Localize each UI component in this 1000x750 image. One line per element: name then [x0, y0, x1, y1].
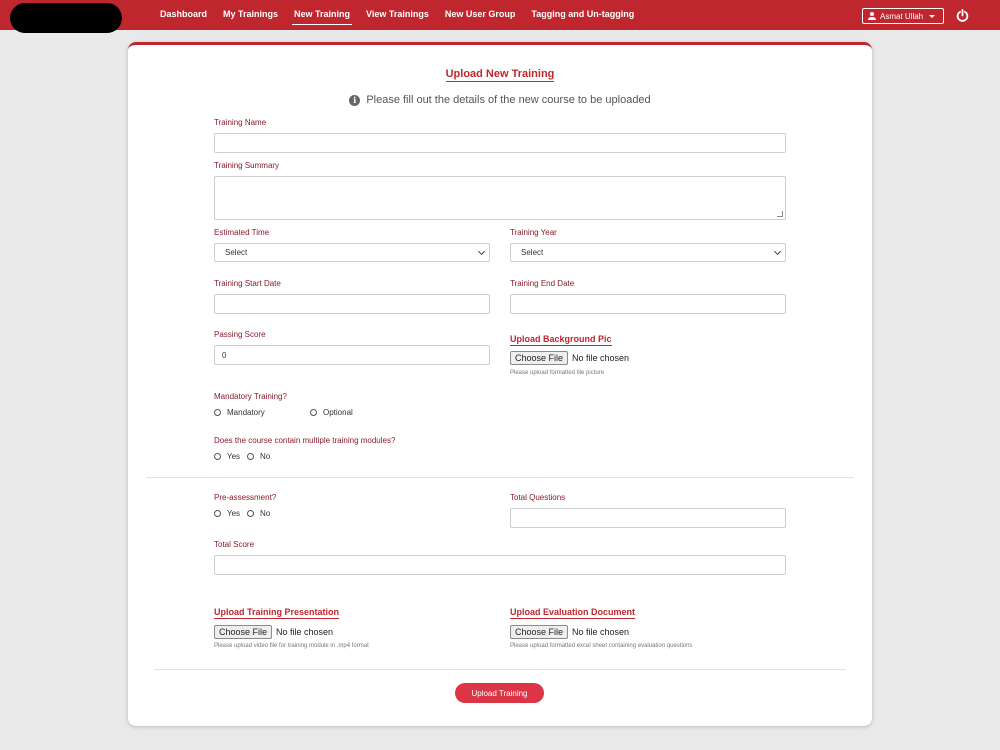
- multiple-modules-label: Does the course contain multiple training modules?: [214, 436, 396, 445]
- end-date-input[interactable]: [510, 294, 786, 314]
- caret-down-icon: [929, 15, 935, 18]
- estimated-time-label: Estimated Time: [214, 228, 270, 237]
- radio-circle-icon[interactable]: [247, 453, 254, 460]
- form-title: Upload New Training: [445, 68, 555, 80]
- upload-training-button[interactable]: Upload Training: [455, 683, 544, 703]
- preassessment-no-radio[interactable]: No: [247, 509, 270, 518]
- main-nav: [152, 0, 642, 30]
- preassessment-yes-radio[interactable]: Yes: [214, 509, 240, 518]
- nav-new-user-group[interactable]: New User Group: [444, 9, 516, 19]
- radio-circle-icon[interactable]: [214, 453, 221, 460]
- evaluation-choose-file-button[interactable]: Choose File: [510, 625, 568, 639]
- logo[interactable]: [10, 3, 122, 33]
- background-pic-file-input: [510, 351, 629, 365]
- training-name-input[interactable]: [214, 133, 786, 153]
- nav-dashboard[interactable]: Dashboard: [160, 9, 208, 19]
- modules-yes-radio[interactable]: Yes: [214, 452, 240, 461]
- evaluation-file-input: [510, 625, 629, 639]
- training-year-label: Training Year: [510, 228, 557, 237]
- section-divider: [146, 477, 854, 478]
- training-summary-textarea[interactable]: [214, 176, 786, 220]
- presentation-heading: Upload Training Presentation: [214, 607, 340, 617]
- total-score-input[interactable]: [214, 555, 786, 575]
- optional-radio[interactable]: Optional: [310, 408, 353, 417]
- training-summary-label: Training Summary: [214, 161, 280, 170]
- top-navbar: [0, 0, 1000, 30]
- mandatory-radio[interactable]: Mandatory: [214, 408, 265, 417]
- user-menu-button[interactable]: [862, 8, 944, 24]
- resize-handle-icon[interactable]: [777, 211, 783, 217]
- presentation-file-status: No file chosen: [276, 627, 334, 637]
- user-name: Asmat Ullah: [880, 11, 924, 21]
- passing-score-input[interactable]: 0: [214, 345, 490, 365]
- modules-no-radio[interactable]: No: [247, 452, 270, 461]
- mandatory-training-label: Mandatory Training?: [214, 392, 287, 401]
- radio-circle-icon[interactable]: [310, 409, 317, 416]
- power-icon[interactable]: [956, 9, 969, 22]
- training-name-label: Training Name: [214, 118, 267, 127]
- total-score-label: Total Score: [214, 540, 255, 549]
- total-questions-input[interactable]: [510, 508, 786, 528]
- nav-tagging[interactable]: Tagging and Un-tagging: [531, 9, 635, 19]
- training-year-select[interactable]: Select: [510, 243, 786, 262]
- end-date-label: Training End Date: [510, 279, 575, 288]
- evaluation-heading: Upload Evaluation Document: [510, 607, 636, 617]
- form-subtitle: i Please fill out the details of the new course to be uploaded: [128, 94, 872, 106]
- presentation-hint: Please upload video file for training module in .mp4 format: [214, 643, 369, 649]
- background-pic-choose-file-button[interactable]: Choose File: [510, 351, 568, 365]
- user-icon: [868, 12, 876, 20]
- presentation-choose-file-button[interactable]: Choose File: [214, 625, 272, 639]
- presentation-file-input: [214, 625, 333, 639]
- background-pic-hint: Please upload formatted tile picture: [510, 370, 605, 376]
- nav-new-training[interactable]: New Training: [286, 0, 358, 30]
- total-questions-label: Total Questions: [510, 493, 566, 502]
- nav-my-trainings[interactable]: My Trainings: [223, 9, 279, 19]
- start-date-label: Training Start Date: [214, 279, 281, 288]
- passing-score-label: Passing Score: [214, 330, 266, 339]
- background-pic-heading: Upload Background Pic: [510, 334, 612, 344]
- chevron-down-icon: [478, 247, 485, 254]
- background-pic-file-status: No file chosen: [572, 353, 630, 363]
- evaluation-hint: Please upload formatted excel sheet containing evaluation questions: [510, 643, 693, 649]
- estimated-time-select[interactable]: Select: [214, 243, 490, 262]
- upload-training-card: [128, 42, 872, 726]
- radio-circle-icon[interactable]: [247, 510, 254, 517]
- radio-circle-icon[interactable]: [214, 510, 221, 517]
- nav-view-trainings[interactable]: View Trainings: [366, 9, 429, 19]
- preassessment-label: Pre-assessment?: [214, 493, 277, 502]
- chevron-down-icon: [774, 247, 781, 254]
- info-icon: i: [349, 95, 360, 106]
- footer-divider: [154, 669, 846, 670]
- start-date-input[interactable]: [214, 294, 490, 314]
- evaluation-file-status: No file chosen: [572, 627, 630, 637]
- radio-circle-icon[interactable]: [214, 409, 221, 416]
